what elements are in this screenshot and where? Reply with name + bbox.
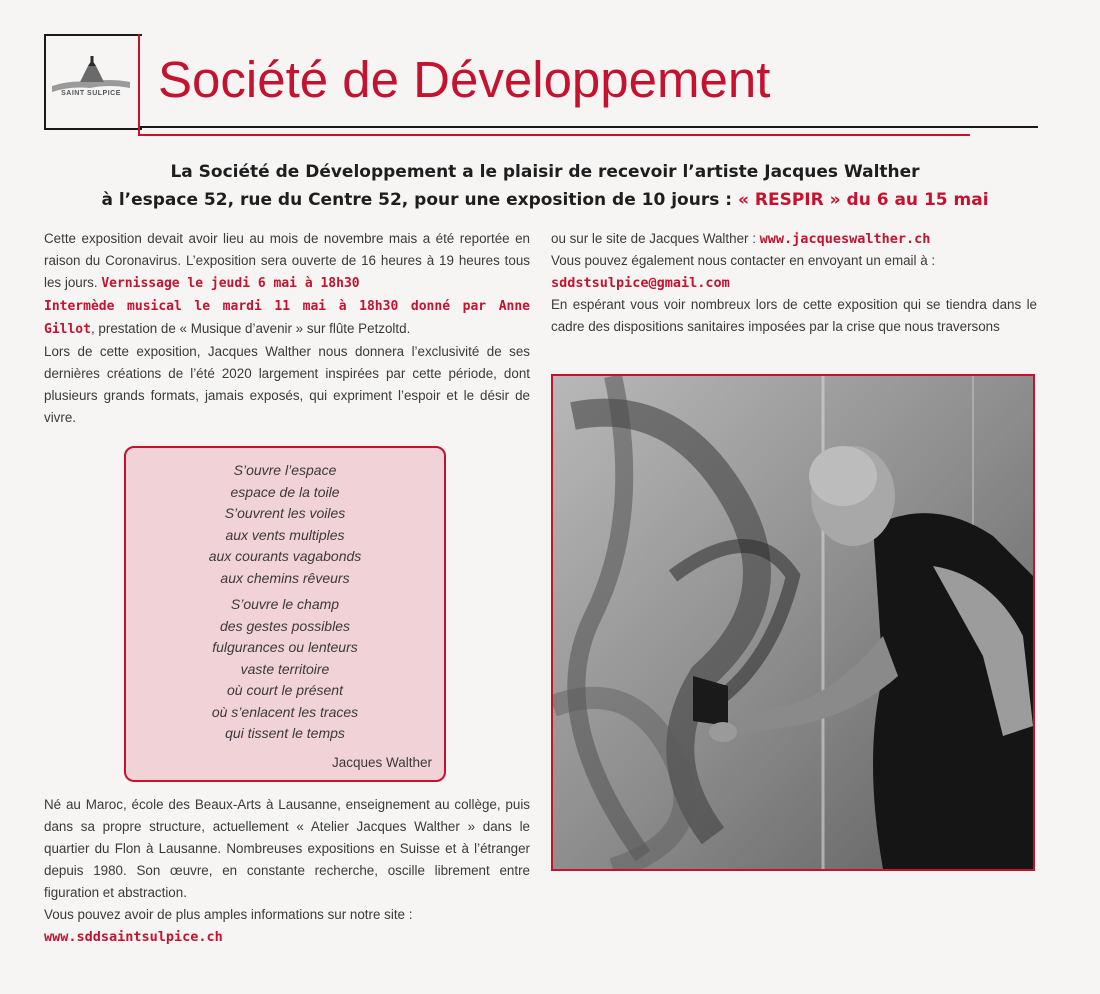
poem-line: aux vents multiples	[225, 526, 345, 543]
poem-author: Jacques Walther	[331, 755, 432, 770]
page-title: Société de Développement	[158, 51, 771, 108]
poem-line: aux chemins rêveurs	[220, 569, 350, 586]
header-accent-divider	[140, 134, 970, 136]
intro-paragraph	[44, 228, 530, 341]
more-info-paragraph: Vous pouvez avoir de plus amples informations sur notre site :	[44, 907, 413, 922]
intermede-highlight: Intermède musical le mardi 11 mai à 18h30 donné par Anne Gillot	[44, 299, 530, 337]
intro-text: Cette exposition devait avoir lieu au mois de novembre mais a été reportée en raison du Coronavirus. L’exposition sera ouverte de 16 heures à 19 heures tous les jours.	[44, 231, 530, 290]
lead-line-1: La Société de Développement a le plaisir de recevoir l’artiste Jacques Walther	[170, 162, 920, 182]
poem-text	[126, 460, 444, 745]
poem-line: qui tissent le temps	[225, 725, 345, 741]
poem-line: S’ouvrent les voiles	[224, 505, 346, 521]
header-divider	[140, 126, 1038, 128]
contact-paragraph: Vous pouvez également nous contacter en envoyant un email à :	[551, 253, 936, 268]
logo-text: SAINT SULPICE	[61, 90, 121, 97]
lead-event-highlight: « RESPIR » du 6 au 15 mai	[737, 190, 989, 210]
bio-section	[44, 794, 530, 948]
poem-line: où s’enlacent les traces	[211, 703, 359, 720]
contact-email-link[interactable]: sddstsulpice@gmail.com	[551, 275, 730, 291]
right-column	[551, 228, 1037, 338]
poem-line: aux courants vagabonds	[208, 548, 362, 564]
bio-paragraph: Né au Maroc, école des Beaux-Arts à Lausanne, enseignement au collège, puis dans sa propre structure, actuellement « Atelier Jacques Walther » dans le quartier du Flon à Lausanne. Nombreuses expositions en Suisse et à l’étranger depuis 1980. Son œuvre, en constante recherche, oscille librement entre figuration et abstraction.	[44, 797, 530, 900]
poem-line: S’ouvre l’espace	[233, 462, 337, 478]
artist-website-link[interactable]: www.jacqueswalther.ch	[759, 231, 931, 247]
poem-box	[124, 446, 446, 782]
exclusivity-paragraph: Lors de cette exposition, Jacques Walther nous donnera l’exclusivité de ses dernières créations de l’été 2020 largement inspirées par cette période, dont plusieurs grands formats, jamais exposés, qui expriment l’espoir et le désir de vivre.	[44, 344, 530, 425]
left-column	[44, 228, 530, 429]
society-website-link[interactable]: www.sddsaintsulpice.ch	[44, 929, 223, 945]
closing-paragraph: En espérant vous voir nombreux lors de cette exposition qui se tiendra dans le cadre des dispositions sanitaires imposées par la crise que nous traversons	[551, 297, 1037, 334]
lead-paragraph	[40, 158, 1050, 214]
vernissage-highlight: Vernissage le jeudi 6 mai à 18h30	[101, 276, 360, 291]
artist-photo-illustration	[553, 376, 1033, 869]
intermede-tail: , prestation de « Musique d’avenir » sur flûte Petzoltd.	[90, 321, 411, 336]
page-header	[44, 34, 1038, 134]
poem-line: où court le présent	[227, 682, 343, 698]
artist-site-text: ou sur le site de Jacques Walther :	[551, 231, 756, 246]
poem-line: des gestes possibles	[220, 617, 350, 634]
poem-line: S’ouvre le champ	[230, 596, 340, 612]
artist-site-paragraph	[551, 228, 1037, 250]
header-accent-line	[138, 34, 140, 136]
artist-painting-photo	[551, 374, 1035, 871]
poem-line: fulgurances ou lenteurs	[212, 639, 358, 655]
lead-line-2	[40, 186, 1050, 214]
lead-line-2-text: à l’espace 52, rue du Centre 52, pour une exposition de 10 jours :	[101, 190, 733, 210]
poem-line: vaste territoire	[240, 660, 330, 677]
poem-line: espace de la toile	[230, 483, 340, 500]
